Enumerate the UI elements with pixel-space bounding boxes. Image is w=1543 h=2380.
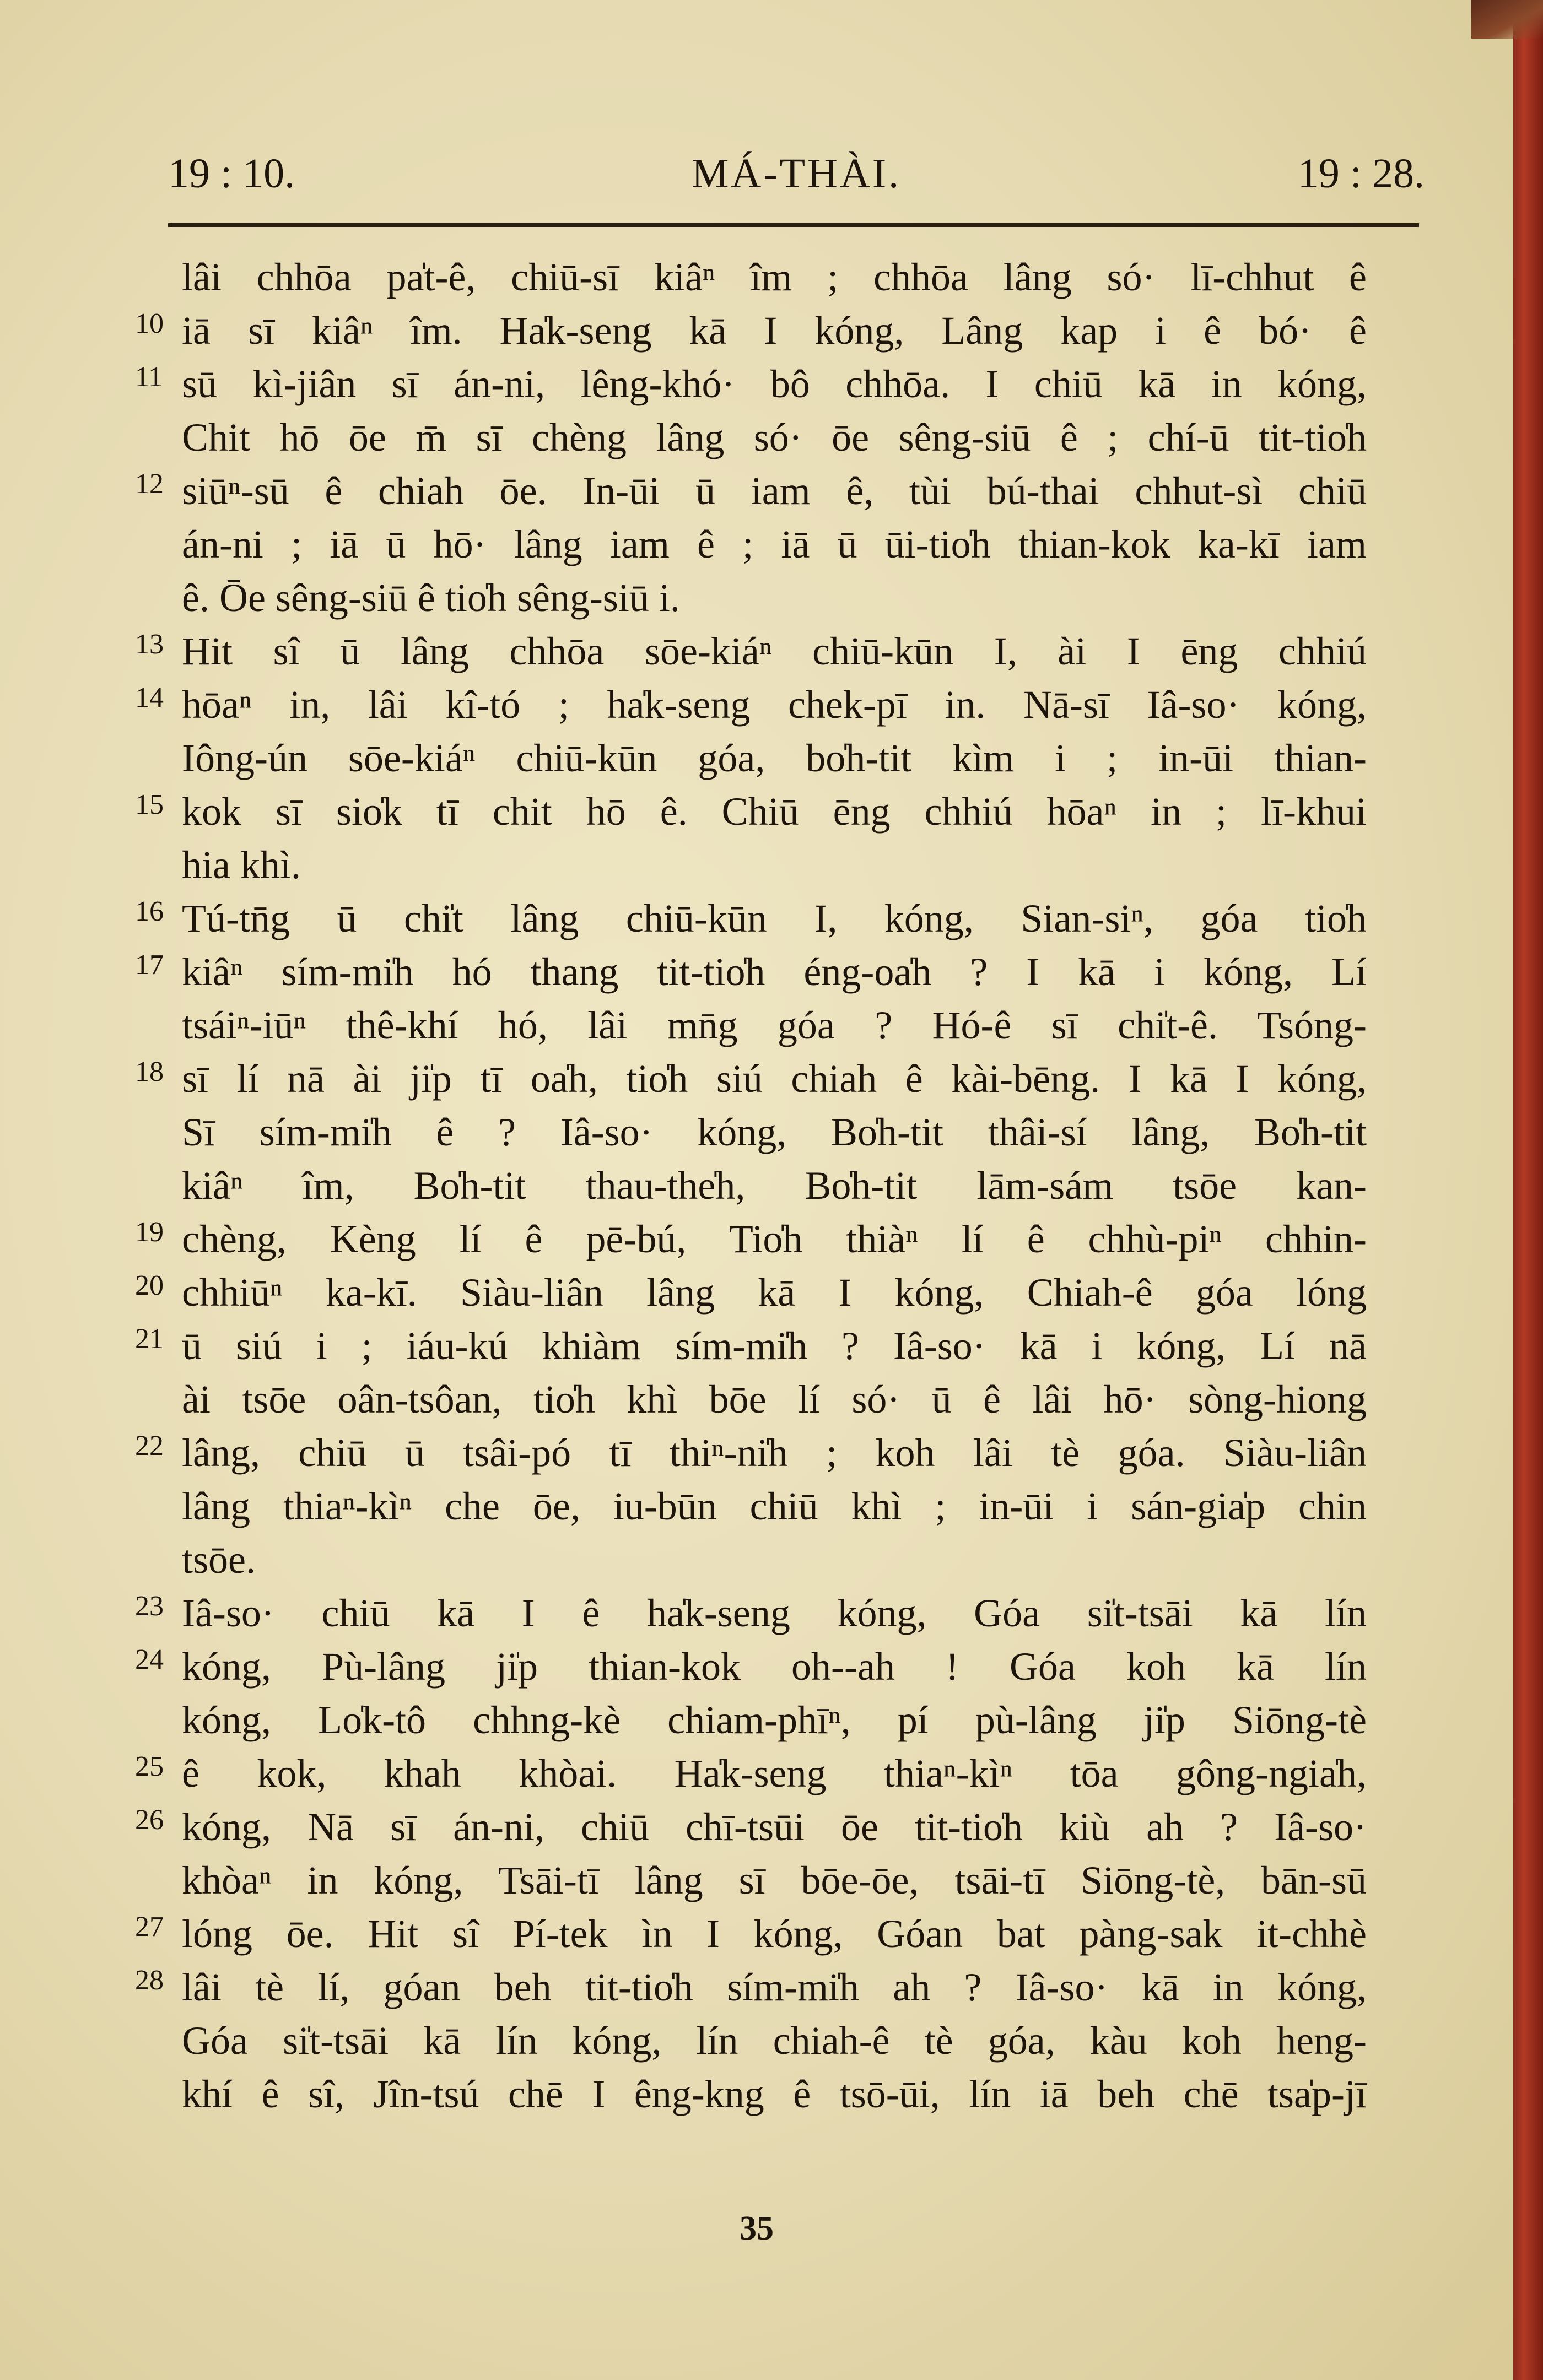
line-text: sū kì-jiân sī án-ni, lêng-khó· bô chhōa. I chiū kā in kóng, — [182, 362, 1367, 406]
verse-number: 24 — [135, 1644, 164, 1675]
text-line — [135, 1961, 1367, 2014]
text-line — [135, 945, 1367, 999]
line-text: ê. Ōe sêng-siū ê tio̍h sêng-siū i. — [182, 576, 680, 620]
text-line — [135, 1587, 1367, 1640]
red-page-edge — [1513, 0, 1543, 2380]
text-line — [182, 1159, 1367, 1213]
line-text: khòaⁿ in kóng, Tsāi-tī lâng sī bōe-ōe, tsāi-tī Siōng-tè, bān-sū — [182, 1858, 1367, 1902]
line-text: ū siú i ; iáu-kú khiàm sím-mi̍h ? Iâ-so· kā i kóng, Lí nā — [182, 1324, 1367, 1368]
verse-range-end: 19 : 28. — [1297, 150, 1425, 197]
text-line — [182, 732, 1367, 785]
text-line — [135, 1319, 1367, 1373]
text-line — [182, 571, 1367, 625]
verse-number: 14 — [135, 682, 164, 713]
line-text: sī lí nā ài ji̍p tī oa̍h, tio̍h siú chiah ê kài-bēng. I kā I kóng, — [182, 1057, 1367, 1101]
text-line — [135, 625, 1367, 678]
text-line — [182, 1106, 1367, 1159]
worn-corner — [1471, 0, 1543, 39]
verse-number: 28 — [135, 1965, 164, 1996]
line-text: kóng, Nā sī án-ni, chiū chī-tsūi ōe tit-tio̍h kiù ah ? Iâ-so· — [182, 1805, 1367, 1849]
verse-number: 12 — [135, 468, 164, 500]
line-text: kok sī sio̍k tī chit hō ê. Chiū ēng chhiú hōaⁿ in ; lī-khui — [182, 789, 1367, 834]
text-line — [182, 999, 1367, 1052]
text-line — [135, 1426, 1367, 1480]
line-text: kiâⁿ sím-mi̍h hó thang tit-tio̍h éng-oa̍h ? I kā i kóng, Lí — [182, 950, 1367, 994]
line-text: lâi chhōa pa̍t-ê, chiū-sī kiâⁿ îm ; chhōa lâng só· lī-chhut ê — [182, 255, 1367, 299]
line-text: Iông-ún sōe-kiáⁿ chiū-kūn góa, bo̍h-tit kìm i ; in-ūi thian- — [182, 736, 1367, 780]
line-text: siūⁿ-sū ê chiah ōe. In-ūi ū iam ê, tùi bú-thai chhut-sì chiū — [182, 469, 1367, 513]
line-text: tsáiⁿ-iūⁿ thê-khí hó, lâi mn̄g góa ? Hó-ê sī chi̍t-ê. Tsóng- — [182, 1003, 1367, 1047]
text-line — [135, 358, 1367, 411]
line-text: Hit sî ū lâng chhōa sōe-kiáⁿ chiū-kūn I, ài I ēng chhiú — [182, 629, 1367, 673]
verse-number: 15 — [135, 789, 164, 820]
line-text: kiâⁿ îm, Bo̍h-tit thau-the̍h, Bo̍h-tit lām-sám tsōe kan- — [182, 1164, 1367, 1208]
text-line — [135, 304, 1367, 358]
book-title: MÁ-THÀI. — [691, 150, 902, 197]
line-text: chèng, Kèng lí ê pē-bú, Tio̍h thiàⁿ lí ê chhù-piⁿ chhin- — [182, 1217, 1367, 1261]
text-line — [135, 1640, 1367, 1694]
line-text: lâng, chiū ū tsâi-pó tī thiⁿ-ni̍h ; koh lâi tè góa. Siàu-liân — [182, 1431, 1367, 1475]
text-line — [182, 1533, 1367, 1587]
line-text: iā sī kiâⁿ îm. Ha̍k-seng kā I kóng, Lâng kap i ê bó· ê — [182, 309, 1367, 353]
header-rule — [168, 223, 1419, 227]
text-line — [182, 839, 1367, 892]
text-line — [182, 2014, 1367, 2068]
line-text: Chit hō ōe m̄ sī chèng lâng só· ōe sêng-siū ê ; chí-ū tit-tio̍h — [182, 415, 1367, 459]
text-line — [182, 251, 1367, 304]
verse-number: 26 — [135, 1804, 164, 1836]
line-text: lóng ōe. Hit sî Pí-tek ìn I kóng, Góan bat pàng-sak it-chhè — [182, 1912, 1367, 1956]
line-text: ê kok, khah khòai. Ha̍k-seng thiaⁿ-kìⁿ tōa gông-ngia̍h, — [182, 1751, 1367, 1795]
line-text: kóng, Lo̍k-tô chhng-kè chiam-phīⁿ, pí pù-lâng ji̍p Siōng-tè — [182, 1698, 1367, 1742]
line-text: Tú-tn̄g ū chi̍t lâng chiū-kūn I, kóng, Sian-siⁿ, góa tio̍h — [182, 896, 1367, 940]
line-text: lâng thiaⁿ-kìⁿ che ōe, iu-būn chiū khì ; in-ūi i sán-gia̍p chin — [182, 1484, 1367, 1528]
verse-number: 16 — [135, 896, 164, 927]
text-line — [182, 1694, 1367, 1747]
line-text: hōaⁿ in, lâi kî-tó ; ha̍k-seng chek-pī in. Nā-sī Iâ-so· kóng, — [182, 683, 1367, 727]
line-text: tsōe. — [182, 1538, 256, 1582]
verse-number: 25 — [135, 1751, 164, 1782]
text-line — [182, 2068, 1367, 2121]
verse-number: 23 — [135, 1591, 164, 1622]
text-line — [182, 1854, 1367, 1907]
line-text: Góa si̍t-tsāi kā lín kóng, lín chiah-ê tè góa, kàu koh heng- — [182, 2019, 1367, 2063]
text-line — [182, 1373, 1367, 1426]
text-line — [135, 678, 1367, 732]
text-line — [135, 1213, 1367, 1266]
line-text: khí ê sî, Jîn-tsú chē I êng-kng ê tsō-ūi, lín iā beh chē tsa̍p-jī — [182, 2072, 1367, 2116]
running-header — [168, 150, 1425, 216]
verse-number: 17 — [135, 949, 164, 981]
line-text: lâi tè lí, góan beh tit-tio̍h sím-mi̍h ah ? Iâ-so· kā in kóng, — [182, 1965, 1367, 2009]
verse-number: 20 — [135, 1270, 164, 1301]
verse-number: 13 — [135, 629, 164, 660]
page-number: 35 — [740, 2210, 774, 2247]
text-line — [135, 464, 1367, 518]
line-text: ài tsōe oân-tsôan, tio̍h khì bōe lí só· ū ê lâi hō· sòng-hiong — [182, 1377, 1367, 1421]
text-line — [135, 1266, 1367, 1319]
text-line — [182, 411, 1367, 464]
text-line — [182, 518, 1367, 571]
text-line — [135, 1052, 1367, 1106]
verse-number: 18 — [135, 1056, 164, 1088]
verse-number: 11 — [135, 361, 163, 393]
verse-range-start: 19 : 10. — [168, 150, 295, 197]
text-line — [135, 1747, 1367, 1800]
text-line — [135, 1800, 1367, 1854]
line-text: kóng, Pù-lâng ji̍p thian-kok oh--ah ! Góa koh kā lín — [182, 1645, 1367, 1689]
line-text: chhiūⁿ ka-kī. Siàu-liân lâng kā I kóng, Chiah-ê góa lóng — [182, 1270, 1367, 1315]
verse-number: 21 — [135, 1323, 164, 1355]
line-text: Sī sím-mi̍h ê ? Iâ-so· kóng, Bo̍h-tit thâi-sí lâng, Bo̍h-tit — [182, 1110, 1367, 1154]
verse-number: 10 — [135, 308, 164, 339]
verse-number: 27 — [135, 1911, 164, 1943]
verse-number: 22 — [135, 1430, 164, 1462]
line-text: án-ni ; iā ū hō· lâng iam ê ; iā ū ūi-tio̍h thian-kok ka-kī iam — [182, 522, 1367, 566]
text-line — [182, 1480, 1367, 1533]
line-text: Iâ-so· chiū kā I ê ha̍k-seng kóng, Góa si̍t-tsāi kā lín — [182, 1591, 1367, 1635]
text-line — [135, 892, 1367, 945]
verse-number: 19 — [135, 1216, 164, 1248]
scripture-text — [135, 251, 1367, 2121]
text-line — [135, 785, 1367, 839]
line-text: hia khì. — [182, 843, 301, 887]
text-line — [135, 1907, 1367, 1961]
